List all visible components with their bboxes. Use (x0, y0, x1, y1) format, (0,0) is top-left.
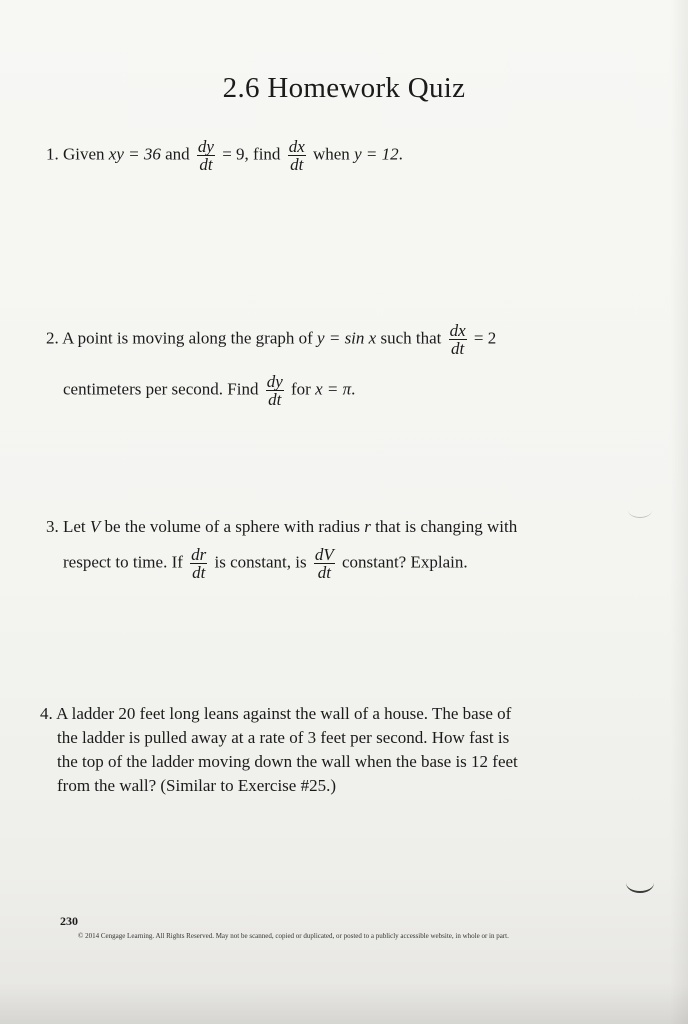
derivative-dy-dt: $\frac{dy}{dt}$ (197, 137, 214, 174)
equation: y = sin x (317, 328, 377, 348)
question-text: be the volume of a sphere with radius (104, 517, 360, 536)
pencil-mark (626, 873, 654, 893)
equation: xy = 36 (108, 144, 161, 164)
page-shadow (670, 0, 688, 1024)
question-number: 2. (46, 328, 59, 348)
derivative-dx-dt: $\frac{dx}{dt}$ (288, 137, 305, 174)
question-3-continued (63, 546, 468, 581)
derivative-dv-dt: $\frac{dV}{dt}$ (314, 545, 334, 582)
question-4 (40, 702, 518, 798)
question-text: and (165, 144, 190, 164)
derivative-dx-dt: $\frac{dx}{dt}$ (449, 321, 466, 358)
page-title: 2.6 Homework Quiz (222, 72, 466, 104)
question-line (40, 702, 518, 726)
question-text: when (312, 144, 350, 164)
question-text: constant? Explain. (342, 552, 468, 572)
question-text: A point is moving along the graph of (62, 328, 313, 348)
derivative-dr-dt: $\frac{dr}{dt}$ (191, 545, 207, 582)
question-text: Given (63, 144, 105, 164)
question-1: 1. Given xy = 36 and $\frac{dy}{dt}$ = 9, find $\frac{dx}{dt}$ when y = 12. (46, 137, 403, 174)
equation: = 2 (473, 328, 497, 348)
question-3 (46, 515, 517, 539)
question-text: is constant, is (214, 552, 307, 572)
question-text: find (253, 144, 281, 164)
equation: y = 12 (354, 144, 399, 164)
equation: = 9, (222, 144, 249, 164)
question-line: the top of the ladder moving down the wall when the base is 12 feet (57, 752, 518, 771)
question-number: 1. (46, 144, 59, 164)
equation: x = π (315, 379, 352, 399)
question-text: respect to time. If (63, 552, 183, 572)
question-line: from the wall? (Similar to Exercise #25.) (57, 776, 336, 795)
question-line: the ladder is pulled away at a rate of 3 feet per second. How fast is (57, 728, 510, 747)
derivative-dy-dt: $\frac{dy}{dt}$ (266, 372, 283, 409)
question-2-continued: centimeters per second. Find $\frac{dy}{dt}$ for x = π. (63, 372, 356, 409)
question-text: A ladder 20 feet long leans against the wall of a house. The base of (56, 704, 512, 723)
question-text: for (291, 379, 311, 399)
page-number: 230 (60, 914, 78, 928)
question-number: 4. (40, 704, 53, 723)
page-bottom-shading (0, 984, 688, 1024)
question-text: that is changing with (375, 517, 518, 536)
question-text: such that (380, 328, 442, 348)
copyright-notice: © 2014 Cengage Learning. All Rights Reserved. May not be scanned, copied or duplicated, or posted to a publicly accessible website, in whole or in part. (78, 932, 509, 940)
question-number: 3. (46, 517, 59, 536)
question-text: Let (63, 517, 86, 536)
question-text: centimeters per second. Find (63, 379, 259, 399)
pencil-mark (628, 503, 652, 518)
question-2 (46, 322, 496, 357)
variable: r (364, 517, 371, 536)
variable: V (89, 517, 101, 536)
